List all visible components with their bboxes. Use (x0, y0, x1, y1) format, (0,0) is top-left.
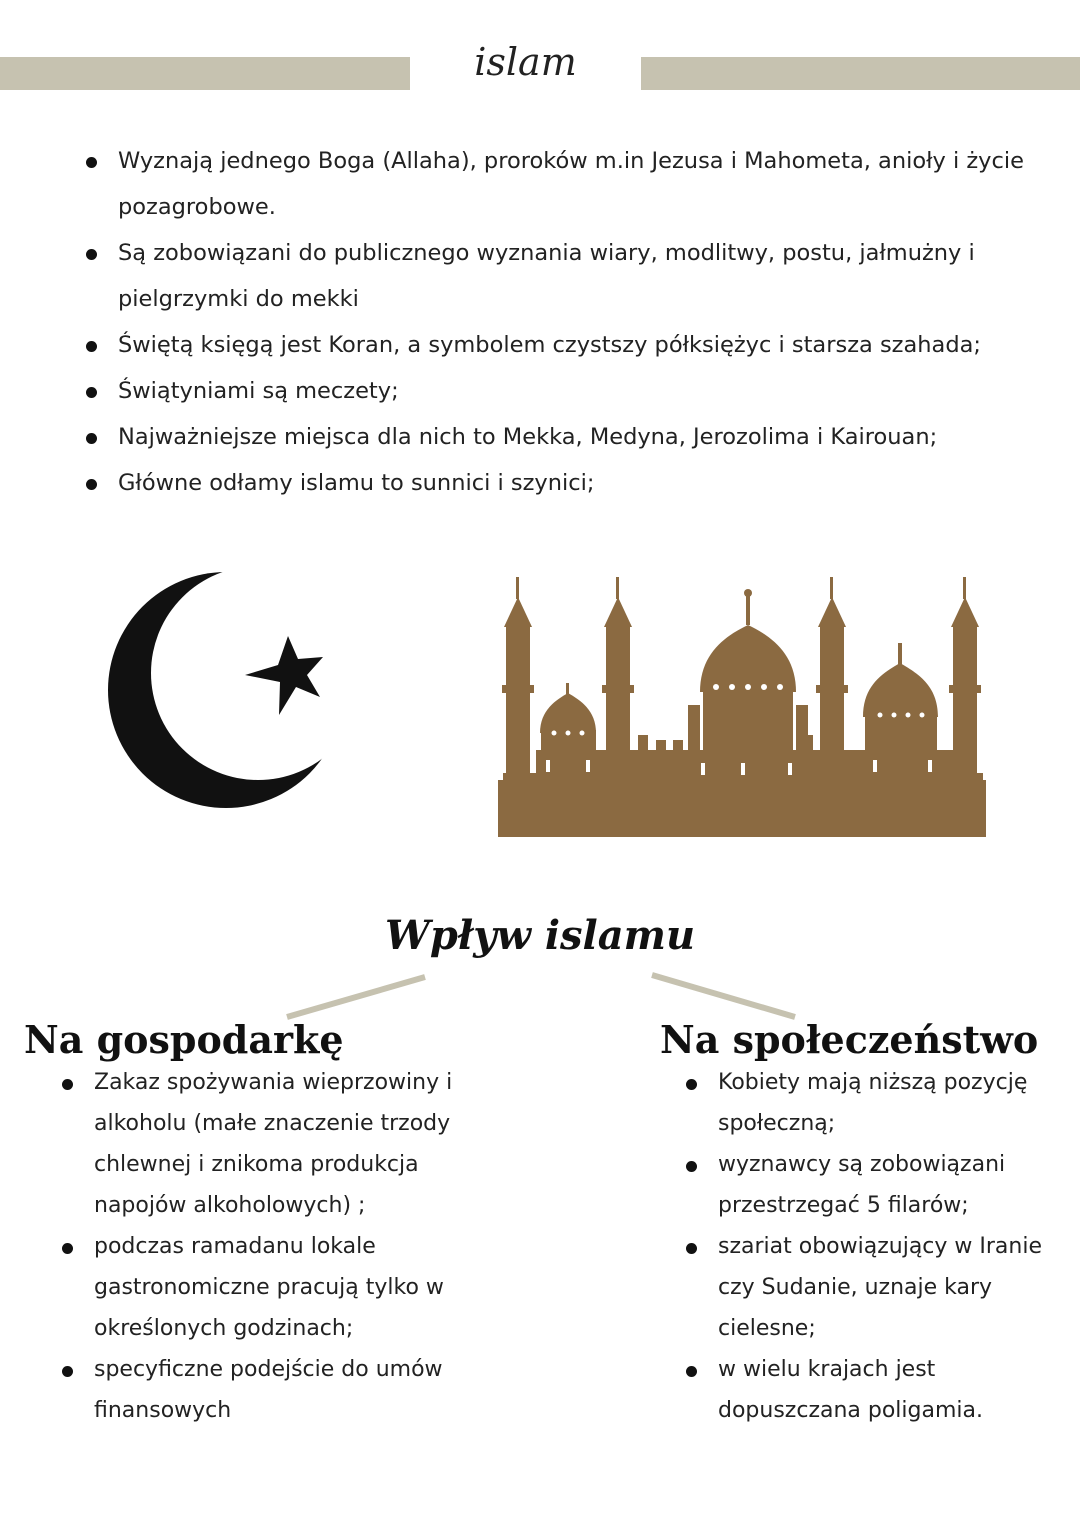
list-item: Są zobowiązani do publicznego wyznania wiary, modlitwy, postu, jałmużny i pielgrzymki do mekki (86, 230, 1036, 322)
list-item: Zakaz spożywania wieprzowiny i alkoholu (małe znaczenie trzody chlewnej i znikoma produkcja napojów alkoholowych) ; (62, 1062, 492, 1226)
list-item: w wielu krajach jest dopuszczana poligamia. (686, 1349, 1046, 1431)
list-item: Najważniejsze miejsca dla nich to Mekka, Medyna, Jerozolima i Kairouan; (86, 414, 1036, 460)
crescent-star-icon (100, 565, 360, 815)
list-item: specyficzne podejście do umów finansowych (62, 1349, 492, 1431)
list-item: Kobiety mają niższą pozycję społeczną; (686, 1062, 1046, 1144)
list-item: Główne odłamy islamu to sunnici i szynici; (86, 460, 1036, 506)
header-bar-left (0, 57, 410, 90)
list-item: podczas ramadanu lokale gastronomiczne pracują tylko w określonych godzinach; (62, 1226, 492, 1349)
facts-list (86, 138, 1036, 506)
list-item: Wyznają jednego Boga (Allaha), proroków m.in Jezusa i Mahometa, anioły i życie pozagrobowe. (86, 138, 1036, 230)
header-bar-right (641, 57, 1080, 90)
society-list (686, 1062, 1046, 1431)
mosque-silhouette (498, 575, 988, 837)
list-item: szariat obowiązujący w Iranie czy Sudanie, uznaje kary cielesne; (686, 1226, 1046, 1349)
list-item: wyznawcy są zobowiązani przestrzegać 5 filarów; (686, 1144, 1046, 1226)
economy-list (62, 1062, 492, 1431)
list-item: Świątyniami są meczety; (86, 368, 1036, 414)
page-title: islam (474, 40, 577, 84)
influence-title: Wpływ islamu (384, 912, 696, 959)
society-heading: Na społeczeństwo (660, 1017, 1039, 1062)
economy-heading: Na gospodarkę (24, 1017, 344, 1062)
list-item: Świętą księgą jest Koran, a symbolem czystszy półksiężyc i starsza szahada; (86, 322, 1036, 368)
